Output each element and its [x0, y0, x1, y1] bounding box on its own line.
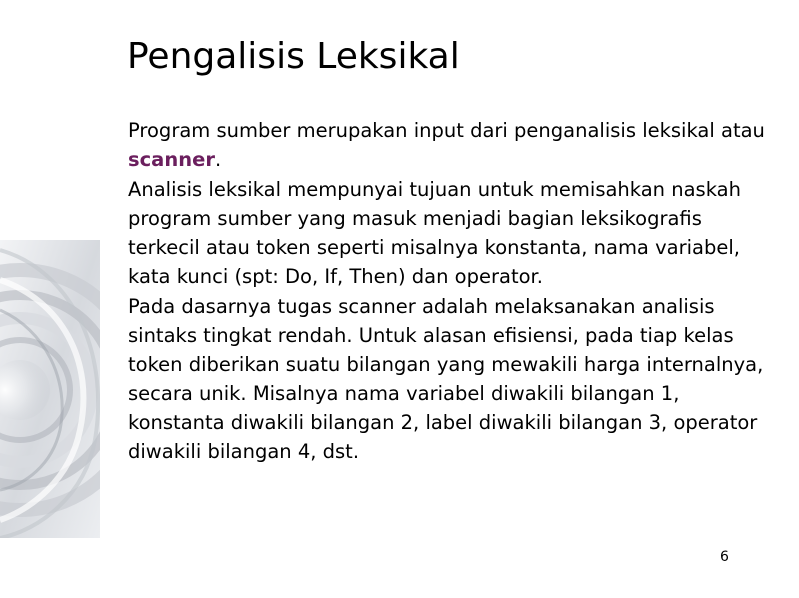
decorative-swirl-graphic — [0, 240, 100, 538]
paragraph-2: Analisis leksikal mempunyai tujuan untuk memisahkan naskah program sumber yang masuk menjadi bagian leksikografis terkecil atau token seperti misalnya konstanta, nama variabel, kata kunci (spt: Do, If, Then) dan operator. — [128, 178, 741, 288]
slide-body — [128, 116, 773, 467]
slide-title: Pengalisis Leksikal — [127, 36, 460, 77]
scanner-highlight: scanner — [128, 148, 215, 171]
paragraph-1 — [128, 116, 773, 174]
paragraph-1-end: . — [214, 148, 222, 171]
paragraph-1-text: Program sumber merupakan input dari penganalisis leksikal atau — [128, 119, 765, 142]
paragraph-3: Pada dasarnya tugas scanner adalah melaksanakan analisis sintaks tingkat rendah. Untuk alasan efisiensi, pada tiap kelas token diberikan suatu bilangan yang mewakili harga internalnya, secara unik. Misalnya nama variabel diwakili bilangan 1, konstanta diwakili bilangan 2, label diwakili bilangan 3, operator diwakili bilangan 4, dst. — [128, 295, 764, 463]
page-number: 6 — [720, 549, 729, 565]
